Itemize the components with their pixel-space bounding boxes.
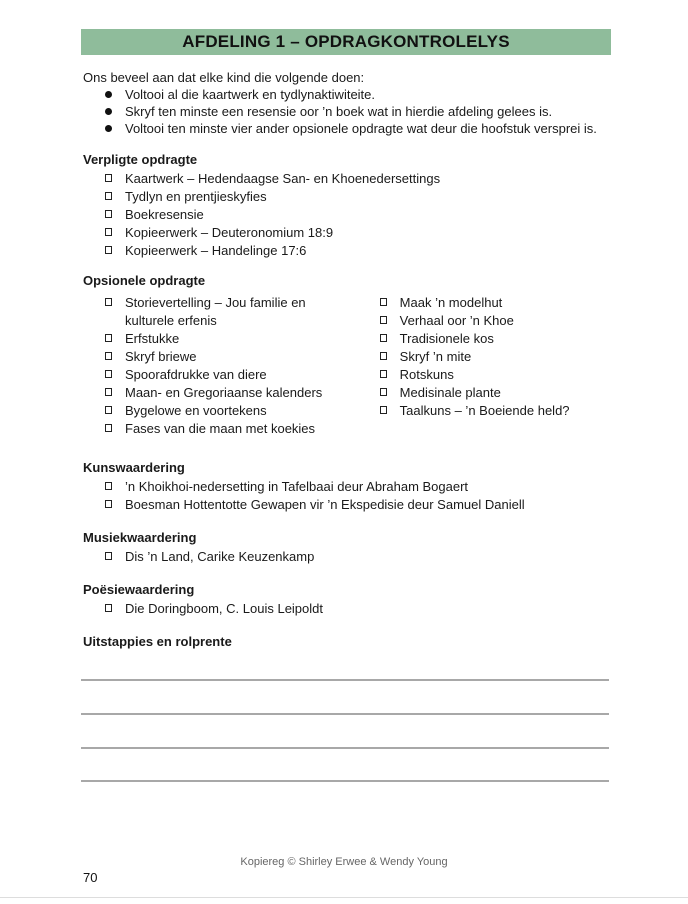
writing-line[interactable] bbox=[81, 747, 609, 749]
kunswaardering-section bbox=[83, 459, 643, 514]
checklist-item[interactable]: ’n Khoikhoi-nedersetting in Tafelbaai deur Abraham Bogaert bbox=[105, 478, 643, 496]
poesiewaardering-section bbox=[83, 581, 623, 618]
checkbox-icon[interactable] bbox=[105, 174, 112, 182]
checkbox-icon[interactable] bbox=[380, 388, 387, 396]
bullet-item: Voltooi ten minste vier ander opsionele opdragte wat deur die hoofstuk versprei is. bbox=[105, 120, 623, 137]
section-heading: Musiekwaardering bbox=[83, 530, 197, 545]
checklist-item[interactable]: Verhaal oor ’n Khoe bbox=[380, 312, 623, 330]
bullet-item: Voltooi al die kaartwerk en tydlynaktiwiteite. bbox=[105, 86, 623, 103]
section-heading: Verpligte opdragte bbox=[83, 152, 198, 167]
section-heading: Kunswaardering bbox=[83, 460, 185, 475]
intro-block bbox=[83, 69, 623, 137]
checklist-item[interactable]: Taalkuns – ’n Boeiende held? bbox=[380, 402, 623, 420]
checklist bbox=[83, 478, 643, 514]
checkbox-icon[interactable] bbox=[380, 316, 387, 324]
page-edge-divider bbox=[0, 897, 688, 898]
checkbox-icon[interactable] bbox=[105, 246, 112, 254]
copyright-footer: Kopiereg © Shirley Erwee & Wendy Young bbox=[240, 856, 448, 868]
checkbox-icon[interactable] bbox=[105, 500, 112, 508]
writing-line[interactable] bbox=[81, 780, 609, 782]
verpligte-section bbox=[83, 151, 623, 260]
bullet-item: Skryf ten minste een resensie oor ’n boek wat in hierdie afdeling gelees is. bbox=[105, 103, 623, 120]
checklist-item[interactable]: Spoorafdrukke van diere bbox=[105, 366, 358, 384]
bullet-icon bbox=[105, 125, 112, 132]
writing-line[interactable] bbox=[81, 679, 609, 681]
intro-text: Ons beveel aan dat elke kind die volgende doen: bbox=[83, 70, 365, 85]
checkbox-icon[interactable] bbox=[105, 210, 112, 218]
checklist-item[interactable]: Die Doringboom, C. Louis Leipoldt bbox=[105, 600, 623, 618]
checklist bbox=[83, 600, 623, 618]
checkbox-icon[interactable] bbox=[380, 334, 387, 342]
checklist-item[interactable]: Boekresensie bbox=[105, 206, 623, 224]
checklist-item[interactable]: Storievertelling – Jou familie en kulturele erfenis bbox=[105, 294, 358, 330]
checkbox-icon[interactable] bbox=[105, 192, 112, 200]
bullet-icon bbox=[105, 108, 112, 115]
page-title: AFDELING 1 – OPDRAGKONTROLELYS bbox=[182, 32, 510, 51]
checkbox-icon[interactable] bbox=[105, 482, 112, 490]
checkbox-icon[interactable] bbox=[105, 604, 112, 612]
checklist-item[interactable]: Erfstukke bbox=[105, 330, 358, 348]
checkbox-icon[interactable] bbox=[380, 298, 387, 306]
uitstappies-section bbox=[83, 633, 623, 652]
checklist-item[interactable]: Kopieerwerk – Handelinge 17:6 bbox=[105, 242, 623, 260]
checkbox-icon[interactable] bbox=[105, 370, 112, 378]
checklist-item[interactable]: Maak ’n modelhut bbox=[380, 294, 623, 312]
checkbox-icon[interactable] bbox=[105, 406, 112, 414]
checkbox-icon[interactable] bbox=[380, 370, 387, 378]
intro-bullet-list bbox=[83, 86, 623, 137]
section-banner bbox=[81, 29, 611, 55]
checklist-item[interactable]: Rotskuns bbox=[380, 366, 623, 384]
checkbox-icon[interactable] bbox=[105, 552, 112, 560]
section-heading: Uitstappies en rolprente bbox=[83, 634, 232, 649]
checklist-item[interactable]: Maan- en Gregoriaanse kalenders bbox=[105, 384, 358, 402]
checklist-item[interactable]: Skryf ’n mite bbox=[380, 348, 623, 366]
opsionele-columns bbox=[83, 294, 623, 438]
checkbox-icon[interactable] bbox=[105, 352, 112, 360]
checklist-item[interactable]: Bygelowe en voortekens bbox=[105, 402, 358, 420]
checkbox-icon[interactable] bbox=[380, 406, 387, 414]
checklist bbox=[83, 548, 623, 566]
checkbox-icon[interactable] bbox=[105, 228, 112, 236]
checklist-item[interactable]: Fases van die maan met koekies bbox=[105, 420, 358, 438]
page-number: 70 bbox=[83, 870, 98, 885]
checklist-right bbox=[358, 294, 623, 438]
checklist-left bbox=[83, 294, 358, 438]
checklist-item[interactable]: Medisinale plante bbox=[380, 384, 623, 402]
opsionele-section bbox=[83, 272, 623, 438]
checklist-item[interactable]: Kopieerwerk – Deuteronomium 18:9 bbox=[105, 224, 623, 242]
checklist-item[interactable]: Tradisionele kos bbox=[380, 330, 623, 348]
checklist-item[interactable]: Kaartwerk – Hedendaagse San- en Khoenedersettings bbox=[105, 170, 623, 188]
writing-line[interactable] bbox=[81, 713, 609, 715]
checklist bbox=[83, 170, 623, 260]
section-heading: Opsionele opdragte bbox=[83, 273, 206, 288]
checkbox-icon[interactable] bbox=[105, 298, 112, 306]
section-heading: Poësiewaardering bbox=[83, 582, 195, 597]
bullet-icon bbox=[105, 91, 112, 98]
checklist-item[interactable]: Dis ’n Land, Carike Keuzenkamp bbox=[105, 548, 623, 566]
checklist-item[interactable]: Tydlyn en prentjieskyfies bbox=[105, 188, 623, 206]
musiekwaardering-section bbox=[83, 529, 623, 566]
checkbox-icon[interactable] bbox=[380, 352, 387, 360]
checkbox-icon[interactable] bbox=[105, 388, 112, 396]
checkbox-icon[interactable] bbox=[105, 424, 112, 432]
checkbox-icon[interactable] bbox=[105, 334, 112, 342]
checklist-item[interactable]: Boesman Hottentotte Gewapen vir ’n Ekspedisie deur Samuel Daniell bbox=[105, 496, 643, 514]
checklist-item[interactable]: Skryf briewe bbox=[105, 348, 358, 366]
